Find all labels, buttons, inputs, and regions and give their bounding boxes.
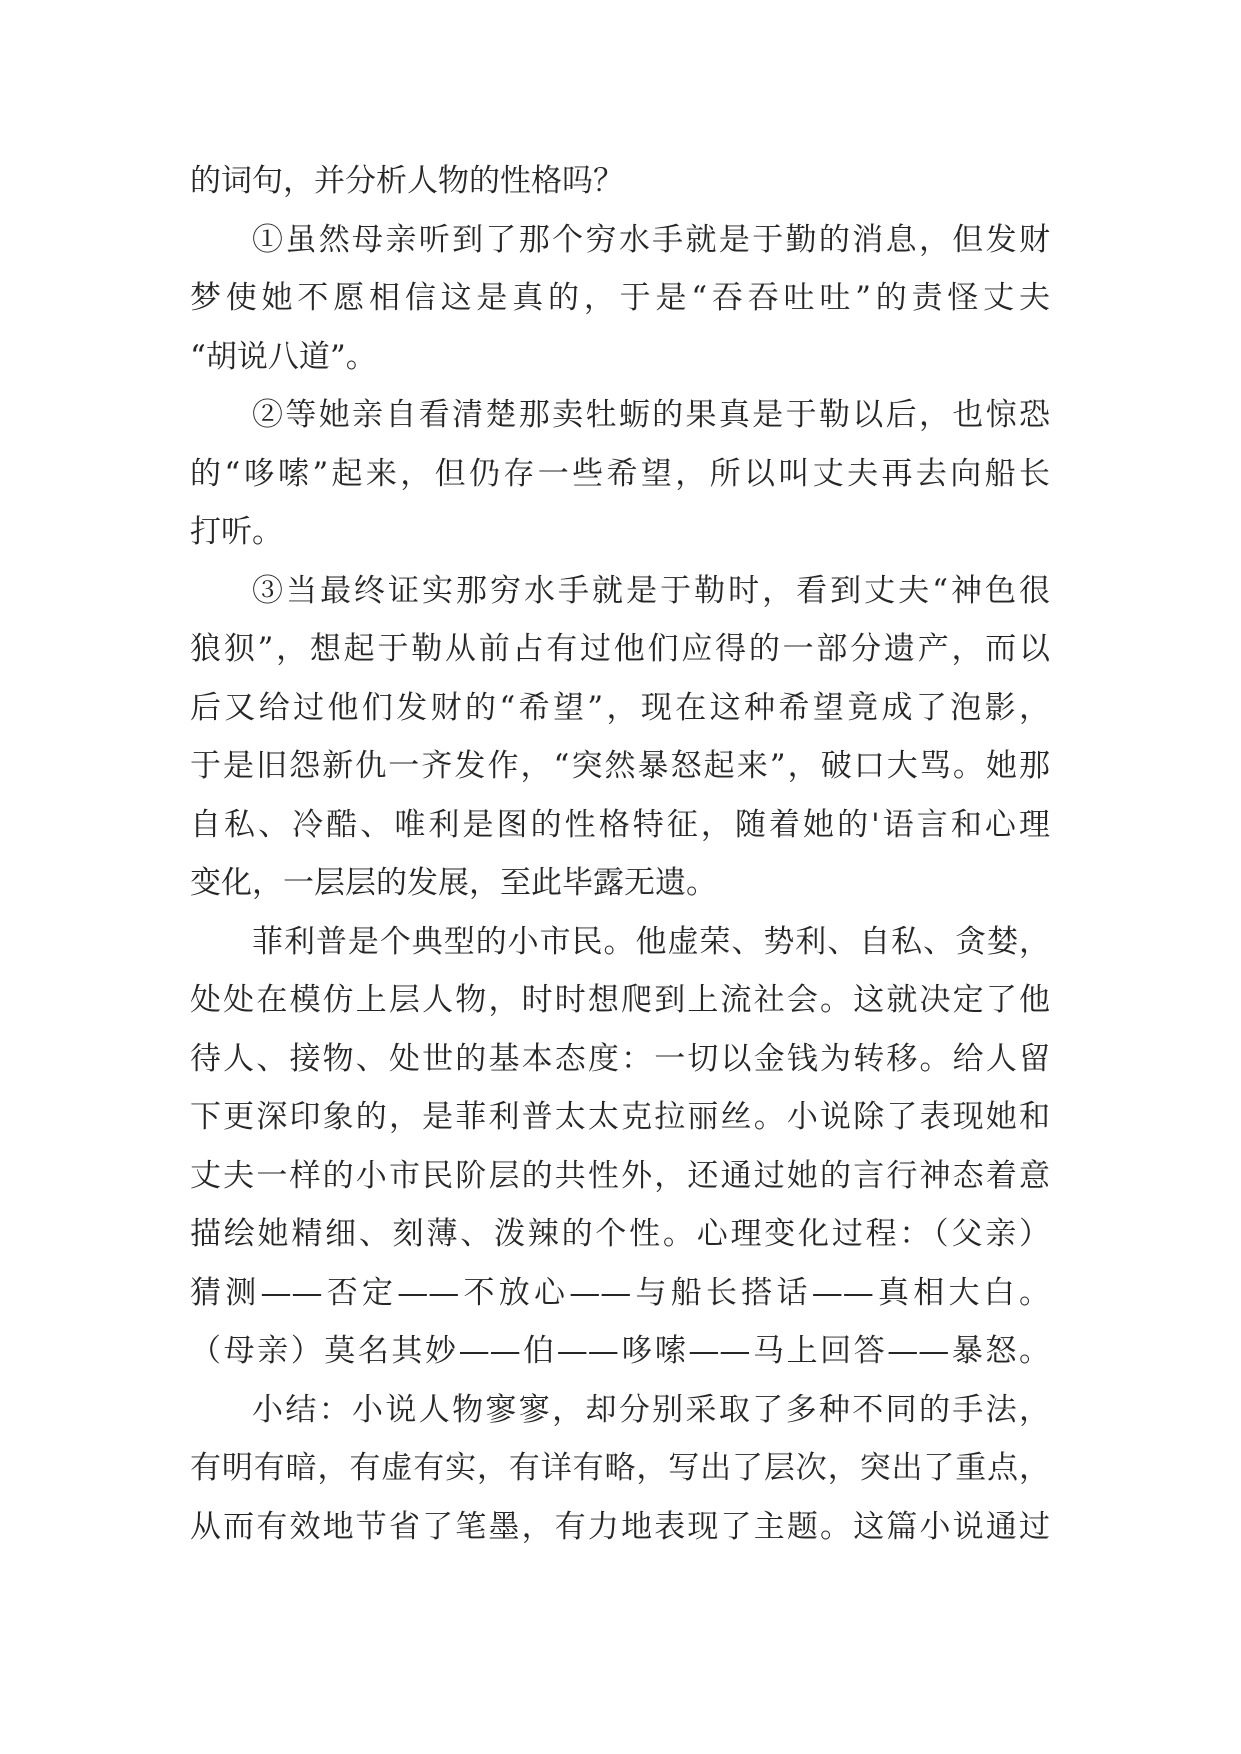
text-line: 后又给过他们发财的“希望”，现在这种希望竟成了泡影，: [190, 689, 1050, 726]
text-line: 自私、冷酷、唯利是图的性格特征，随着她的'语言和心理: [190, 806, 1050, 843]
text-line: 待人、接物、处世的基本态度：一切以金钱为转移。给人留: [190, 1040, 1050, 1077]
text-line: 丈夫一样的小市民阶层的共性外，还通过她的言行神态着意: [190, 1157, 1050, 1194]
text-line: 于是旧怨新仇一齐发作，“突然暴怒起来”，破口大骂。她那: [190, 748, 1050, 784]
text-line: 狼狈”，想起于勒从前占有过他们应得的一部分遗产，而以: [190, 631, 1050, 667]
text-line: 从而有效地节省了笔墨，有力地表现了主题。这篇小说通过: [190, 1508, 1050, 1545]
text-line: 的“哆嗦”起来，但仍存一些希望，所以叫丈夫再去向船长: [190, 455, 1050, 492]
paragraph-first-line: 菲利普是个典型的小市民。他虚荣、势利、自私、贪婪，: [252, 923, 1050, 960]
paragraph-first-line: ①虽然母亲听到了那个穷水手就是于勤的消息，但发财: [252, 221, 1050, 258]
text-line: 处处在模仿上层人物，时时想爬到上流社会。这就决定了他: [190, 982, 1050, 1018]
body-text: [190, 152, 1050, 1556]
text-line: 有明有暗，有虚有实，有详有略，写出了层次，突出了重点，: [190, 1450, 1050, 1486]
paragraph-first-line: ③当最终证实那穷水手就是于勒时，看到丈夫“神色很: [252, 572, 1050, 609]
paragraph-first-line: ②等她亲自看清楚那卖牡蛎的果真是于勒以后，也惊恐: [252, 397, 1050, 433]
text-line: 梦使她不愿相信这是真的，于是“吞吞吐吐”的责怪丈夫: [190, 280, 1050, 316]
text-line: （母亲）莫名其妙——伯——哆嗦——马上回答——暴怒。: [190, 1333, 1050, 1369]
text-line: 描绘她精细、刻薄、泼辣的个性。心理变化过程：（父亲）: [190, 1216, 1050, 1252]
text-line: “胡说八道”。: [190, 338, 377, 375]
text-line: 猜测——否定——不放心——与船长搭话——真相大白。: [190, 1274, 1050, 1311]
paragraph-first-line: 小结：小说人物寥寥，却分别采取了多种不同的手法，: [252, 1391, 1050, 1428]
text-line: 变化，一层层的发展，至此毕露无遗。: [190, 865, 717, 901]
text-line: 打听。: [190, 514, 283, 550]
text-line: 的词句，并分析人物的性格吗？: [190, 163, 624, 199]
text-line: 下更深印象的，是菲利普太太克拉丽丝。小说除了表现她和: [190, 1099, 1050, 1135]
